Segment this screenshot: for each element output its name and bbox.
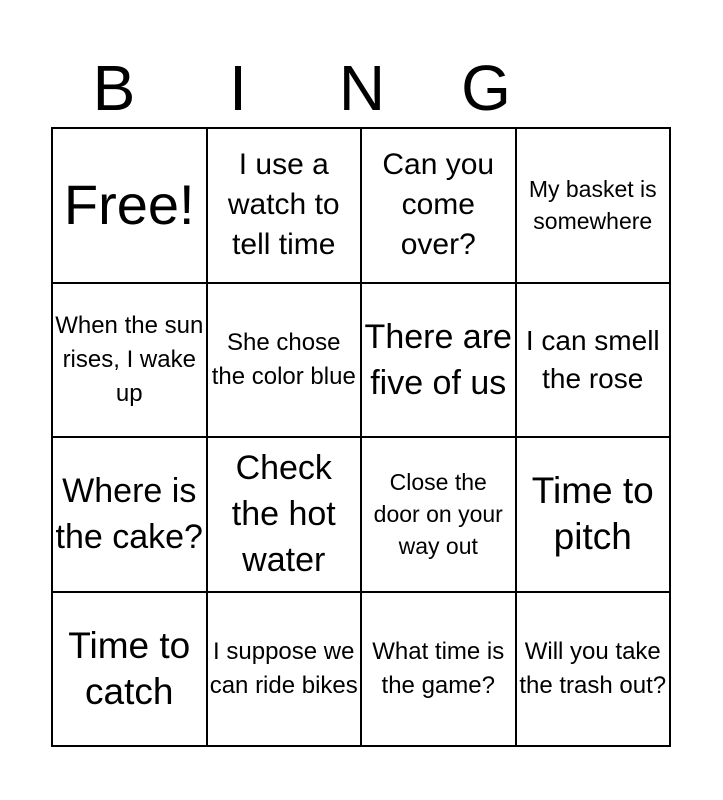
header-letter-n: N: [338, 52, 386, 124]
bingo-cell-label: Close the door on your way out: [373, 469, 503, 560]
bingo-cell[interactable]: [208, 129, 363, 284]
bingo-cell[interactable]: [362, 284, 517, 439]
header-letter-i: I: [229, 52, 247, 124]
bingo-cell-label: Time to pitch: [531, 470, 654, 558]
bingo-cell-label: Check the hot water: [231, 449, 336, 580]
bingo-cell[interactable]: [208, 438, 363, 593]
bingo-cell[interactable]: [362, 593, 517, 748]
bingo-cell[interactable]: [208, 593, 363, 748]
bingo-cell-label: My basket is somewhere: [528, 176, 657, 235]
bingo-cell[interactable]: [517, 129, 672, 284]
bingo-cell-label: She chose the color blue: [211, 328, 356, 390]
bingo-cell-free[interactable]: [53, 129, 208, 284]
bingo-cell-label: Time to catch: [68, 624, 191, 712]
bingo-cell-label: There are five of us: [364, 317, 512, 402]
bingo-cell-label: I use a watch to tell time: [227, 148, 340, 262]
bingo-cell[interactable]: [53, 284, 208, 439]
bingo-cell-label: What time is the game?: [372, 637, 505, 699]
bingo-cell[interactable]: [53, 593, 208, 748]
header-letter-b: B: [92, 52, 136, 124]
bingo-cell[interactable]: [362, 129, 517, 284]
bingo-cell[interactable]: [517, 438, 672, 593]
bingo-cell[interactable]: [362, 438, 517, 593]
bingo-card-grid: [51, 127, 671, 747]
bingo-cell-label: Where is the cake?: [55, 472, 203, 557]
bingo-cell[interactable]: [53, 438, 208, 593]
bingo-cell-label: I suppose we can ride bikes: [209, 637, 358, 699]
bingo-cell[interactable]: [208, 284, 363, 439]
bingo-cell-label: Will you take the trash out?: [519, 637, 667, 699]
bingo-cell[interactable]: [517, 593, 672, 748]
bingo-cell-label: I can smell the rose: [525, 324, 660, 394]
header-letter-g: G: [461, 52, 511, 124]
bingo-cell-label: Free!: [63, 173, 195, 237]
bingo-header: [52, 50, 672, 126]
bingo-cell[interactable]: [517, 284, 672, 439]
bingo-cell-label: When the sun rises, I wake up: [55, 311, 204, 407]
bingo-cell-label: Can you come over?: [382, 148, 495, 262]
